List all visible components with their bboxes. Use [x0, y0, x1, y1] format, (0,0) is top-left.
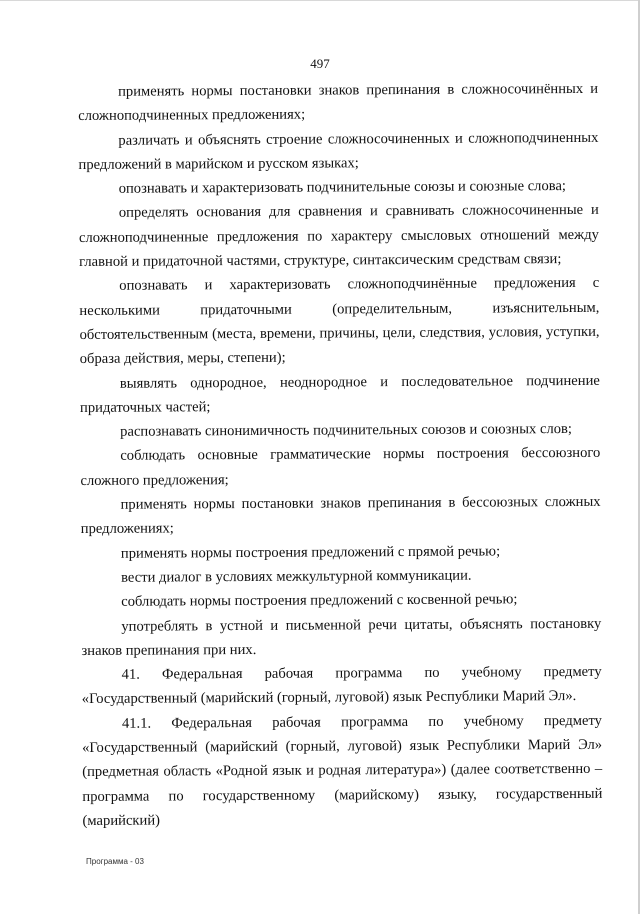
paragraph: употреблять в устной и письменной речи цитаты, объяснять постановку знаков препинания при них. [81, 615, 602, 659]
paragraph: определять основания для сравнения и сравнивать сложносочиненные и сложноподчиненные предложения по характеру смысловых отношений между главной и придаточной частями, структуре, синтаксическим средствам связи; [78, 202, 600, 271]
paragraph: распознавать синонимичность подчинительных союзов и союзных слов; [120, 421, 573, 440]
paragraph: выявлять однородное, неоднородное и последовательное подчинение придаточных частей; [79, 372, 600, 416]
paragraph: соблюдать нормы построения предложений с косвенной речью; [121, 591, 518, 610]
subsection-paragraph: 41.1. Федеральная рабочая программа по учебному предмету «Государственный (марийский (горный, луговой) язык Республики Марий Эл» (предметная область «Родной язык и родная литература») (далее соответственно – программа по государственному (марийскому) языку, государственный (марийский) [82, 712, 603, 829]
footer-label: Программа - 03 [86, 857, 144, 866]
paragraph: соблюдать основные грамматические нормы построения бессоюзного сложного предложения; [80, 445, 601, 489]
paragraph: различать и объяснять строение сложносочиненных и сложноподчиненных предложений в марийском и русском языках; [78, 129, 599, 173]
paragraph: применять нормы постановки знаков препинания в сложносочинённых и сложноподчиненных предложениях; [78, 80, 599, 125]
page-number: 497 [310, 56, 330, 71]
paragraph: применять нормы построения предложений с прямой речью; [120, 543, 501, 562]
section-heading-paragraph: 41. Федеральная рабочая программа по учебному предмету «Государственный (марийский (горный, луговой) язык Республики Марий Эл». [81, 663, 602, 708]
paragraph: вести диалог в условиях межкультурной коммуникации. [120, 567, 472, 586]
scan-edge-top [0, 0, 640, 1]
paragraph: применять нормы постановки знаков препинания в бессоюзных сложных предложениях; [80, 493, 601, 538]
paragraph: опознавать и характеризовать подчинительные союзы и союзные слова; [118, 178, 567, 197]
body-text [78, 77, 603, 833]
paragraph: опознавать и характеризовать сложноподчинённые предложения с несколькими придаточными (определительным, изъяснительным, обстоятельственным (места, времени, причины, цели, следствия, условия, уступки, образа действия, меры, степени); [79, 275, 600, 368]
